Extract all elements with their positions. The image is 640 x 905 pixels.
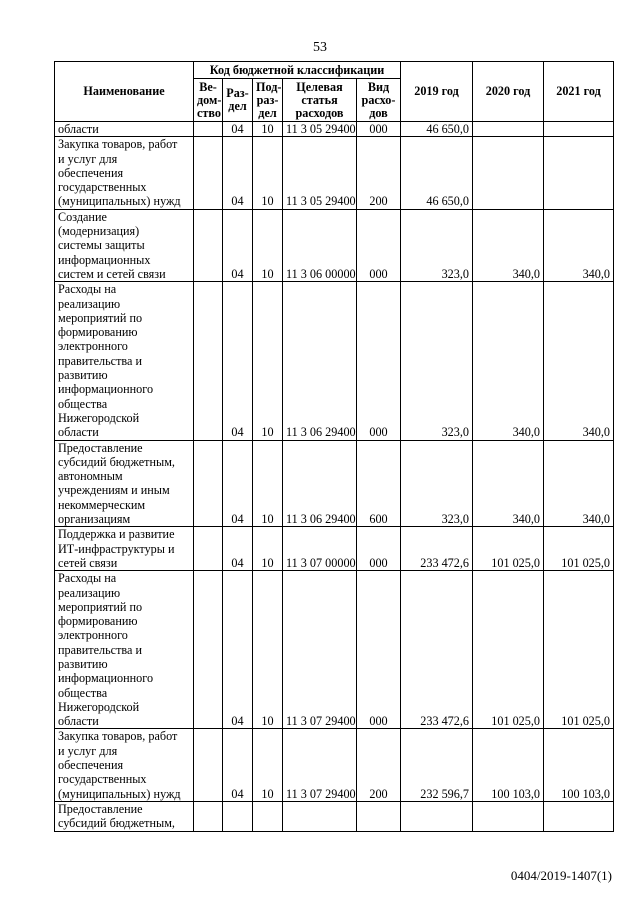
row-target-cell: 11 3 07 29400 bbox=[283, 729, 357, 801]
row-razdel-cell: 04 bbox=[223, 209, 253, 281]
row-podrazdel-cell: 10 bbox=[253, 571, 283, 729]
row-target-cell bbox=[283, 801, 357, 831]
header-target-label: Целевая статья расходов bbox=[295, 79, 344, 120]
row-podrazdel-cell: 10 bbox=[253, 209, 283, 281]
row-vedomstvo-cell bbox=[194, 122, 223, 137]
row-razdel-cell: 04 bbox=[223, 527, 253, 571]
row-name-cell: Предоставление субсидий бюджетным, bbox=[55, 801, 194, 831]
row-razdel-cell: 04 bbox=[223, 282, 253, 440]
row-name-cell: Предоставление субсидий бюджетным, автономным учреждениям и иным некоммерческим организациям bbox=[55, 440, 194, 527]
header-vedomstvo bbox=[194, 79, 223, 122]
row-2020-cell bbox=[473, 122, 544, 137]
row-2019-cell: 46 650,0 bbox=[401, 137, 473, 209]
header-2021: 2021 год bbox=[544, 62, 614, 122]
row-razdel-cell: 04 bbox=[223, 122, 253, 137]
row-2020-cell: 340,0 bbox=[473, 209, 544, 281]
row-podrazdel-cell: 10 bbox=[253, 282, 283, 440]
row-podrazdel-cell: 10 bbox=[253, 729, 283, 801]
row-2021-cell: 340,0 bbox=[544, 209, 614, 281]
row-target-cell: 11 3 05 29400 bbox=[283, 137, 357, 209]
row-2020-cell: 101 025,0 bbox=[473, 571, 544, 729]
header-razdel-label: Раз- дел bbox=[226, 86, 249, 113]
row-vedomstvo-cell bbox=[194, 801, 223, 831]
row-2019-cell: 233 472,6 bbox=[401, 571, 473, 729]
table-row bbox=[55, 801, 614, 831]
row-vedomstvo-cell bbox=[194, 729, 223, 801]
row-vedomstvo-cell bbox=[194, 137, 223, 209]
row-2019-cell: 323,0 bbox=[401, 282, 473, 440]
row-target-cell: 11 3 07 00000 bbox=[283, 527, 357, 571]
table-row bbox=[55, 137, 614, 209]
table-row bbox=[55, 571, 614, 729]
document-code: 0404/2019-1407(1) bbox=[510, 868, 612, 883]
row-vid-cell: 200 bbox=[357, 137, 401, 209]
header-name bbox=[55, 62, 194, 122]
table-header bbox=[55, 62, 614, 122]
row-vid-cell: 000 bbox=[357, 571, 401, 729]
row-vid-cell: 000 bbox=[357, 282, 401, 440]
row-vid-cell bbox=[357, 801, 401, 831]
row-2021-cell bbox=[544, 137, 614, 209]
table-row bbox=[55, 282, 614, 440]
row-razdel-cell: 04 bbox=[223, 137, 253, 209]
header-target-article bbox=[283, 79, 357, 122]
header-2020: 2020 год bbox=[473, 62, 544, 122]
row-name-cell: области bbox=[55, 122, 194, 137]
row-name-cell: Закупка товаров, работ и услуг для обеспечения государственных (муниципальных) нужд bbox=[55, 729, 194, 801]
row-2019-cell bbox=[401, 801, 473, 831]
table-row bbox=[55, 440, 614, 527]
row-name-cell: Расходы на реализацию мероприятий по формированию электронного правительства и развитию информационного общества Нижегородской области bbox=[55, 571, 194, 729]
row-podrazdel-cell bbox=[253, 801, 283, 831]
table-row bbox=[55, 209, 614, 281]
table-row bbox=[55, 527, 614, 571]
row-2021-cell bbox=[544, 122, 614, 137]
row-2021-cell: 101 025,0 bbox=[544, 571, 614, 729]
row-vid-cell: 000 bbox=[357, 209, 401, 281]
row-2021-cell: 340,0 bbox=[544, 282, 614, 440]
row-vedomstvo-cell bbox=[194, 209, 223, 281]
row-vedomstvo-cell bbox=[194, 282, 223, 440]
budget-table bbox=[54, 61, 614, 832]
row-2019-cell: 232 596,7 bbox=[401, 729, 473, 801]
table-row bbox=[55, 729, 614, 801]
header-podrazdel bbox=[253, 79, 283, 122]
row-vedomstvo-cell bbox=[194, 440, 223, 527]
header-podrazdel-label: Под- раз- дел bbox=[256, 79, 282, 120]
row-name-cell: Расходы на реализацию мероприятий по формированию электронного правительства и развитию информационного общества Нижегородской области bbox=[55, 282, 194, 440]
row-razdel-cell: 04 bbox=[223, 729, 253, 801]
row-2021-cell: 101 025,0 bbox=[544, 527, 614, 571]
row-2021-cell bbox=[544, 801, 614, 831]
row-vid-cell: 200 bbox=[357, 729, 401, 801]
row-target-cell: 11 3 05 29400 bbox=[283, 122, 357, 137]
row-podrazdel-cell: 10 bbox=[253, 137, 283, 209]
header-vid-label: Вид расхо- дов bbox=[361, 79, 396, 120]
row-name-cell: Поддержка и развитие ИТ-инфраструктуры и сетей связи bbox=[55, 527, 194, 571]
row-target-cell: 11 3 06 29400 bbox=[283, 282, 357, 440]
row-2021-cell: 340,0 bbox=[544, 440, 614, 527]
table-row bbox=[55, 122, 614, 137]
row-name-cell: Создание (модернизация) системы защиты информационных систем и сетей связи bbox=[55, 209, 194, 281]
row-2019-cell: 323,0 bbox=[401, 209, 473, 281]
row-2020-cell: 340,0 bbox=[473, 282, 544, 440]
header-expense-type bbox=[357, 79, 401, 122]
row-2019-cell: 46 650,0 bbox=[401, 122, 473, 137]
row-vid-cell: 600 bbox=[357, 440, 401, 527]
row-podrazdel-cell: 10 bbox=[253, 122, 283, 137]
row-2019-cell: 233 472,6 bbox=[401, 527, 473, 571]
row-vid-cell: 000 bbox=[357, 527, 401, 571]
row-2019-cell: 323,0 bbox=[401, 440, 473, 527]
header-vedomstvo-label: Ве- дом- ство bbox=[197, 79, 222, 120]
header-2019: 2019 год bbox=[401, 62, 473, 122]
header-razdel bbox=[223, 79, 253, 122]
row-target-cell: 11 3 06 00000 bbox=[283, 209, 357, 281]
row-razdel-cell bbox=[223, 801, 253, 831]
row-target-cell: 11 3 07 29400 bbox=[283, 571, 357, 729]
row-target-cell: 11 3 06 29400 bbox=[283, 440, 357, 527]
row-name-cell: Закупка товаров, работ и услуг для обеспечения государственных (муниципальных) нужд bbox=[55, 137, 194, 209]
row-vid-cell: 000 bbox=[357, 122, 401, 137]
table-body bbox=[55, 122, 614, 832]
row-podrazdel-cell: 10 bbox=[253, 527, 283, 571]
row-2020-cell bbox=[473, 801, 544, 831]
row-2020-cell: 340,0 bbox=[473, 440, 544, 527]
row-2020-cell: 100 103,0 bbox=[473, 729, 544, 801]
header-classification-code: Код бюджетной классификации bbox=[194, 62, 401, 79]
row-vedomstvo-cell bbox=[194, 527, 223, 571]
page-number: 53 bbox=[313, 40, 327, 55]
header-name-label: Наименование bbox=[83, 84, 165, 98]
row-2020-cell: 101 025,0 bbox=[473, 527, 544, 571]
row-vedomstvo-cell bbox=[194, 571, 223, 729]
row-2021-cell: 100 103,0 bbox=[544, 729, 614, 801]
row-razdel-cell: 04 bbox=[223, 440, 253, 527]
row-podrazdel-cell: 10 bbox=[253, 440, 283, 527]
row-2020-cell bbox=[473, 137, 544, 209]
row-razdel-cell: 04 bbox=[223, 571, 253, 729]
